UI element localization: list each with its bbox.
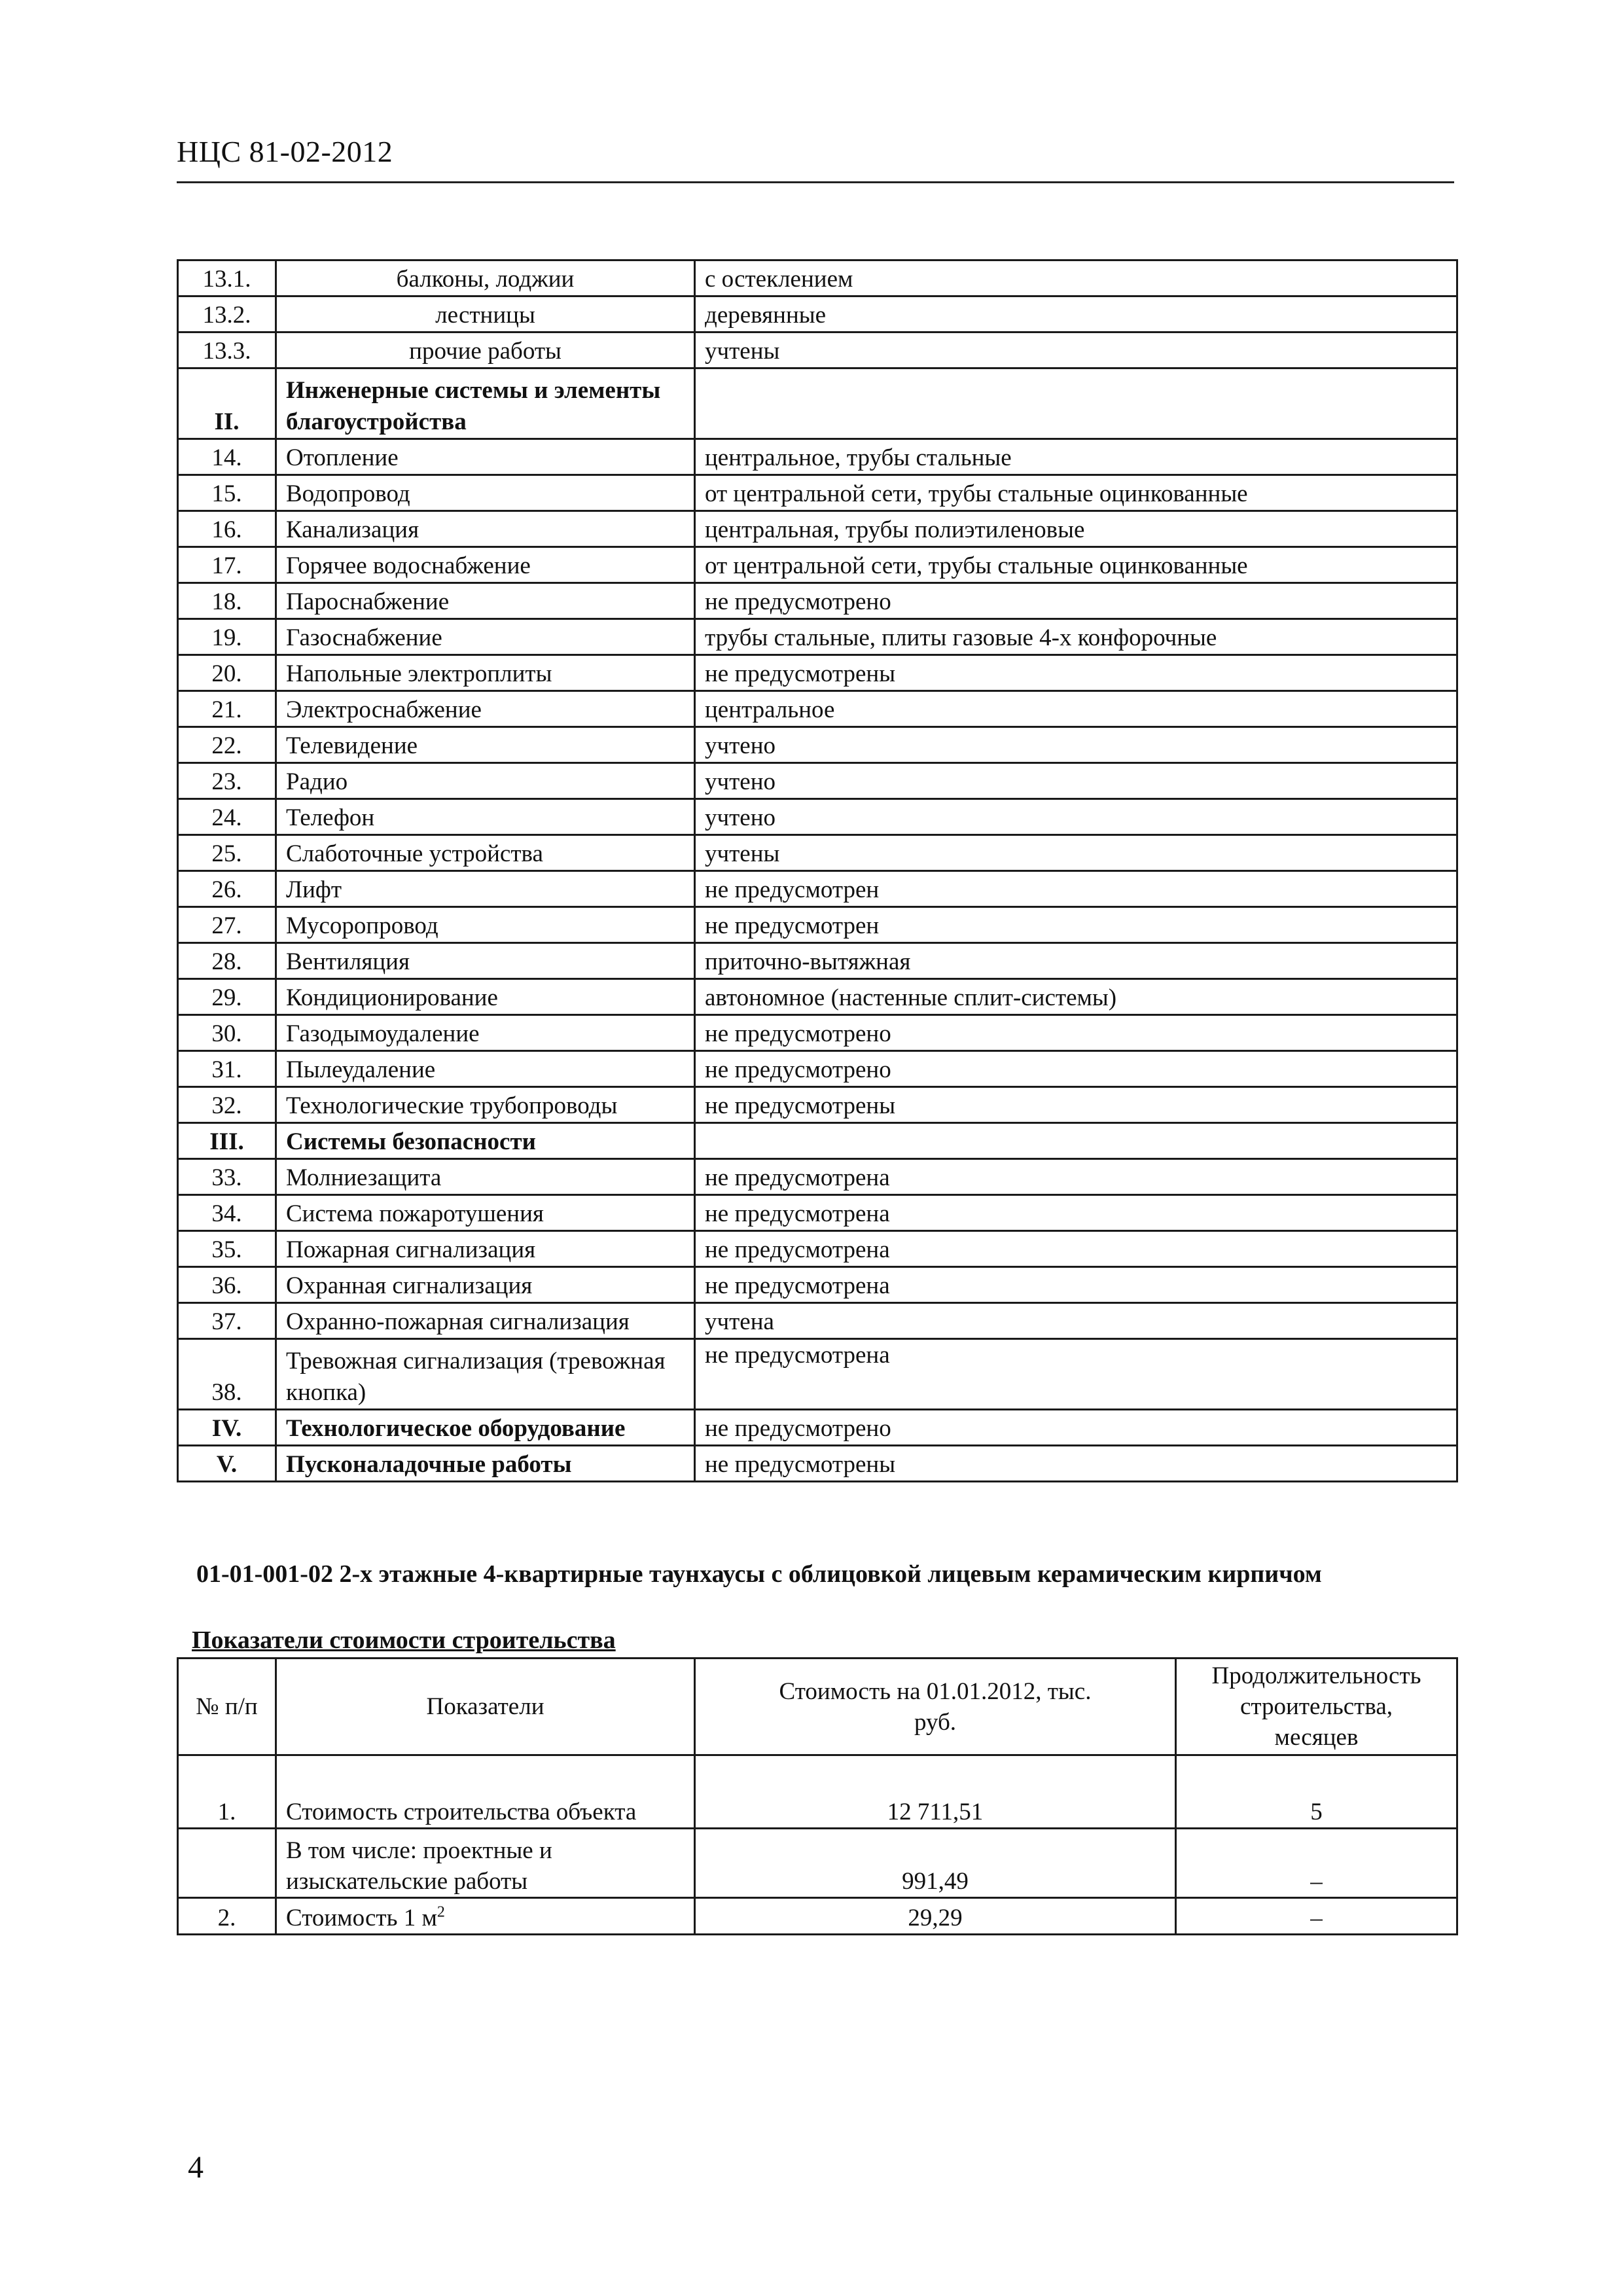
row-name: Технологические трубопроводы bbox=[276, 1087, 695, 1123]
cost-row-num: 1. bbox=[178, 1755, 276, 1829]
row-name: Телефон bbox=[276, 799, 695, 835]
row-number: V. bbox=[178, 1446, 276, 1482]
row-value: автономное (настенные сплит-системы) bbox=[695, 979, 1457, 1015]
row-number: 32. bbox=[178, 1087, 276, 1123]
row-number: 15. bbox=[178, 475, 276, 511]
spec-row bbox=[178, 260, 1457, 296]
row-number: 27. bbox=[178, 907, 276, 943]
cost-row-cost: 12 711,51 bbox=[695, 1755, 1176, 1829]
row-number: 13.2. bbox=[178, 296, 276, 332]
row-name: Пожарная сигнализация bbox=[276, 1231, 695, 1267]
spec-row bbox=[178, 1303, 1457, 1339]
row-value: не предусмотрена bbox=[695, 1159, 1457, 1195]
row-number: 13.1. bbox=[178, 260, 276, 296]
row-name: Отопление bbox=[276, 439, 695, 475]
row-name: Пусконаладочные работы bbox=[276, 1446, 695, 1482]
spec-row bbox=[178, 655, 1457, 691]
cost-row-indicator: Стоимость строительства объекта bbox=[276, 1755, 695, 1829]
row-value: не предусмотрена bbox=[695, 1339, 1457, 1410]
spec-row bbox=[178, 332, 1457, 368]
cost-header-indicator: Показатели bbox=[276, 1659, 695, 1755]
section-row bbox=[178, 1123, 1457, 1159]
row-name: Системы безопасности bbox=[276, 1123, 695, 1159]
cost-header-cost: Стоимость на 01.01.2012, тыс. руб. bbox=[695, 1659, 1176, 1755]
spec-row bbox=[178, 979, 1457, 1015]
row-name: Лифт bbox=[276, 871, 695, 907]
row-value: не предусмотрено bbox=[695, 1051, 1457, 1087]
row-value: не предусмотрена bbox=[695, 1267, 1457, 1303]
spec-row bbox=[178, 871, 1457, 907]
row-name: Кондиционирование bbox=[276, 979, 695, 1015]
spec-row bbox=[178, 727, 1457, 763]
row-number: 38. bbox=[178, 1339, 276, 1410]
row-value: учтены bbox=[695, 332, 1457, 368]
cost-row-cost: 29,29 bbox=[695, 1898, 1176, 1935]
row-number: 31. bbox=[178, 1051, 276, 1087]
row-number: 25. bbox=[178, 835, 276, 871]
object-subtitle: 01-01-001-02 2-х этажные 4-квартирные таунхаусы с облицовкой лицевым керамическим кирпичом bbox=[196, 1560, 1322, 1588]
row-value: не предусмотрено bbox=[695, 1410, 1457, 1446]
row-number: 30. bbox=[178, 1015, 276, 1051]
cost-row-cost: 991,49 bbox=[695, 1829, 1176, 1898]
row-name: Газодымоудаление bbox=[276, 1015, 695, 1051]
cost-row bbox=[178, 1898, 1457, 1935]
row-name: Инженерные системы и элементы благоустройства bbox=[276, 368, 695, 439]
row-value bbox=[695, 1123, 1457, 1159]
cost-row bbox=[178, 1755, 1457, 1829]
row-number: 36. bbox=[178, 1267, 276, 1303]
document-code: НЦС 81-02-2012 bbox=[177, 135, 393, 168]
spec-row bbox=[178, 799, 1457, 835]
spec-row bbox=[178, 943, 1457, 979]
row-name: Радио bbox=[276, 763, 695, 799]
spec-row bbox=[178, 547, 1457, 583]
section-row bbox=[178, 1410, 1457, 1446]
row-value: не предусмотрено bbox=[695, 583, 1457, 619]
header-rule bbox=[177, 181, 1454, 183]
row-value: деревянные bbox=[695, 296, 1457, 332]
spec-row bbox=[178, 511, 1457, 547]
row-name: Пароснабжение bbox=[276, 583, 695, 619]
spec-row bbox=[178, 763, 1457, 799]
row-name: Электроснабжение bbox=[276, 691, 695, 727]
row-name: Пылеудаление bbox=[276, 1051, 695, 1087]
spec-table-body bbox=[178, 260, 1457, 1482]
cost-row bbox=[178, 1829, 1457, 1898]
row-value: учтено bbox=[695, 763, 1457, 799]
row-name: Система пожаротушения bbox=[276, 1195, 695, 1231]
row-number: II. bbox=[178, 368, 276, 439]
row-name: Канализация bbox=[276, 511, 695, 547]
row-number: 16. bbox=[178, 511, 276, 547]
row-name: Охранная сигнализация bbox=[276, 1267, 695, 1303]
section-row bbox=[178, 1446, 1457, 1482]
row-name: Телевидение bbox=[276, 727, 695, 763]
row-value: от центральной сети, трубы стальные оцинкованные bbox=[695, 475, 1457, 511]
row-name: Слаботочные устройства bbox=[276, 835, 695, 871]
row-number: 24. bbox=[178, 799, 276, 835]
row-value: центральное bbox=[695, 691, 1457, 727]
row-name: Горячее водоснабжение bbox=[276, 547, 695, 583]
row-number: 35. bbox=[178, 1231, 276, 1267]
spec-row bbox=[178, 1267, 1457, 1303]
row-value: не предусмотрено bbox=[695, 1015, 1457, 1051]
row-name: Тревожная сигнализация (тревожная кнопка) bbox=[276, 1339, 695, 1410]
page-number: 4 bbox=[188, 2150, 204, 2185]
cost-row-indicator: В том числе: проектные и изыскательские работы bbox=[276, 1829, 695, 1898]
row-number: 26. bbox=[178, 871, 276, 907]
row-number: 13.3. bbox=[178, 332, 276, 368]
cost-row-duration: – bbox=[1176, 1829, 1457, 1898]
row-name: Газоснабжение bbox=[276, 619, 695, 655]
row-number: 33. bbox=[178, 1159, 276, 1195]
row-value: с остеклением bbox=[695, 260, 1457, 296]
spec-table bbox=[177, 259, 1458, 1482]
row-value: не предусмотрены bbox=[695, 1087, 1457, 1123]
row-name: Мусоропровод bbox=[276, 907, 695, 943]
row-value: учтены bbox=[695, 835, 1457, 871]
row-name: балконы, лоджии bbox=[276, 260, 695, 296]
row-number: 21. bbox=[178, 691, 276, 727]
spec-row bbox=[178, 1051, 1457, 1087]
cost-row-indicator: Стоимость 1 $м^2$ bbox=[276, 1898, 695, 1935]
row-number: 37. bbox=[178, 1303, 276, 1339]
row-name: Вентиляция bbox=[276, 943, 695, 979]
row-name: Напольные электроплиты bbox=[276, 655, 695, 691]
row-value bbox=[695, 368, 1457, 439]
cost-header-num: № п/п bbox=[178, 1659, 276, 1755]
spec-row bbox=[178, 1339, 1457, 1410]
spec-row bbox=[178, 835, 1457, 871]
row-value: трубы стальные, плиты газовые 4-х конфорочные bbox=[695, 619, 1457, 655]
row-name: Технологическое оборудование bbox=[276, 1410, 695, 1446]
row-number: IV. bbox=[178, 1410, 276, 1446]
cost-row-num bbox=[178, 1829, 276, 1898]
spec-row bbox=[178, 907, 1457, 943]
cost-row-duration: 5 bbox=[1176, 1755, 1457, 1829]
row-name: Водопровод bbox=[276, 475, 695, 511]
row-name: Охранно-пожарная сигнализация bbox=[276, 1303, 695, 1339]
row-number: 22. bbox=[178, 727, 276, 763]
row-value: не предусмотрены bbox=[695, 655, 1457, 691]
row-value: учтено bbox=[695, 727, 1457, 763]
cost-row-num: 2. bbox=[178, 1898, 276, 1935]
row-name: прочие работы bbox=[276, 332, 695, 368]
spec-row bbox=[178, 439, 1457, 475]
spec-row bbox=[178, 1015, 1457, 1051]
row-value: не предусмотрены bbox=[695, 1446, 1457, 1482]
row-number: 34. bbox=[178, 1195, 276, 1231]
row-value: не предусмотрена bbox=[695, 1195, 1457, 1231]
spec-row bbox=[178, 1159, 1457, 1195]
spec-row bbox=[178, 691, 1457, 727]
cost-header-duration: Продолжительность строительства, месяцев bbox=[1176, 1659, 1457, 1755]
row-number: 17. bbox=[178, 547, 276, 583]
row-number: 19. bbox=[178, 619, 276, 655]
cost-table bbox=[177, 1657, 1458, 1935]
row-value: учтено bbox=[695, 799, 1457, 835]
section-row bbox=[178, 368, 1457, 439]
row-value: учтена bbox=[695, 1303, 1457, 1339]
spec-row bbox=[178, 583, 1457, 619]
row-value: от центральной сети, трубы стальные оцинкованные bbox=[695, 547, 1457, 583]
row-number: 18. bbox=[178, 583, 276, 619]
superscript: 2 bbox=[437, 1903, 445, 1921]
row-number: 28. bbox=[178, 943, 276, 979]
row-number: 29. bbox=[178, 979, 276, 1015]
spec-row bbox=[178, 1231, 1457, 1267]
costs-title: Показатели стоимости строительства bbox=[192, 1626, 616, 1654]
row-name: Молниезащита bbox=[276, 1159, 695, 1195]
row-name: лестницы bbox=[276, 296, 695, 332]
row-value: не предусмотрена bbox=[695, 1231, 1457, 1267]
row-value: центральное, трубы стальные bbox=[695, 439, 1457, 475]
spec-row bbox=[178, 619, 1457, 655]
spec-row bbox=[178, 475, 1457, 511]
spec-row bbox=[178, 1087, 1457, 1123]
row-value: центральная, трубы полиэтиленовые bbox=[695, 511, 1457, 547]
row-value: не предусмотрен bbox=[695, 907, 1457, 943]
row-number: III. bbox=[178, 1123, 276, 1159]
spec-row bbox=[178, 296, 1457, 332]
cost-header-row bbox=[178, 1659, 1457, 1755]
row-number: 23. bbox=[178, 763, 276, 799]
row-number: 20. bbox=[178, 655, 276, 691]
cost-row-duration: – bbox=[1176, 1898, 1457, 1935]
row-value: приточно-вытяжная bbox=[695, 943, 1457, 979]
row-value: не предусмотрен bbox=[695, 871, 1457, 907]
spec-row bbox=[178, 1195, 1457, 1231]
row-number: 14. bbox=[178, 439, 276, 475]
